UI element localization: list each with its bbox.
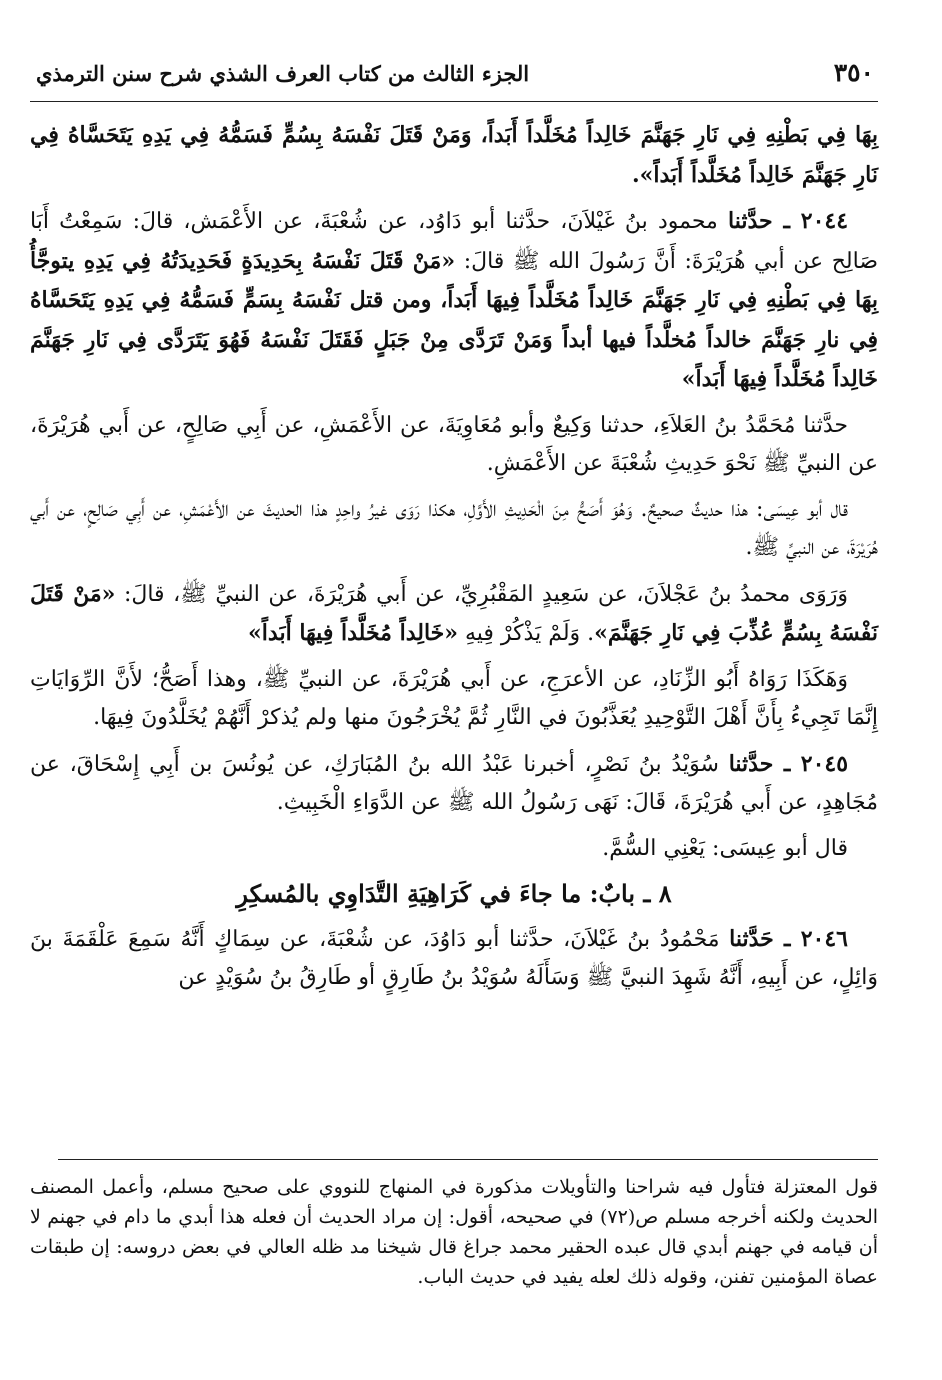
paragraph-abu-zinad: وَهَكَذَا رَوَاهُ أَبُو الزِّنَادِ، عن الأعرَجِ، عن أَبي هُرَيْرَةَ، عن النبيِّ ﷺ، وهذا أَصَحُّ؛ لأَنَّ الرِّوَايَاتِ إِنَّمَا تَجِيءُ بِأَنَّ أَهْلَ التَّوْحِيدِ يُعَذَّبُونَ في النَّارِ ثُمَّ يُخْرَجُونَ منها ولم يُذكرْ أَنَّهُمْ يُخَلَّدُونَ فِيهَا. xyxy=(30,666,878,730)
paragraph-abu-isa-comment: قال أبو عِيسَى: هذا حديثٌ صحيحٌ. وَهُوَ أَصَحُّ مِنَ الْحَدِيثِ الأَوَّلِ، هكذا رَوَى غيرُ واحِدٍ هذا الحديثَ عن الأَعْمَشِ، عن أَبِي صَالِحٍ، عن أَبي هُرَيْرَةَ، عن النبيِّ ﷺ. xyxy=(30,496,878,560)
isnad-text: وَرَوَى محمدُ بنُ عَجْلاَنَ، عن سَعِيدٍ المَقْبُرِيِّ، عن أَبي هُرَيْرَةَ، عن النبيِّ ﷺ، قالَ: xyxy=(115,581,848,607)
paragraph-continuation xyxy=(30,116,878,195)
hadith-2046 xyxy=(30,920,878,998)
hadith-text: مَحْمُودُ بنُ غَيْلاَنَ، حدَّثنا أبو دَاوُدَ، عن شُعْبَةَ، عن سِمَاكٍ أَنَّهُ سَمِعَ عَلْقَمَةَ بنَ وَائِلٍ، عن أَبِيهِ، أَنَّهُ شَهِدَ النبيَّ ﷺ وَسَأَلَهُ سُوَيْدُ بنُ طَارِقٍ أو طَارِقُ بنُ سُوَيْدٍ عن xyxy=(30,926,878,990)
hadith-2045 xyxy=(30,745,878,823)
haddathana-word: حَدَّثنا xyxy=(729,925,774,952)
book-page xyxy=(30,58,878,1358)
paragraph-isnad-alaa: حدَّثنا مُحَمَّدُ بنُ العَلاَءِ، حدثنا وَكِيعٌ وأبو مُعَاوِيَةَ، عن الأَعْمَشِ، عن أَبِي صَالِحٍ، عن أَبي هُرَيْرَةَ، عن النبيِّ ﷺ نَحْوَ حَدِيثِ شُعْبَةَ عن الأَعْمَشِ. xyxy=(30,412,878,476)
footnote-separator xyxy=(58,1159,878,1160)
page-number: ٣٥٠ xyxy=(833,58,874,87)
paragraph-ibn-ajlan xyxy=(30,575,878,654)
footnote-text: قول المعتزلة فتأول فيه شراحنا والتأويلات مذكورة في المنهاج للنووي على صحيح مسلم، وأعمل المصنف الحديث ولكنه أخرجه مسلم ص(٧٢) في صحيحه، أقول: إن مراد الحديث أن فعله هذا أبدي ما دام في جهنم لا أن قيامه في جهنم أبدي قال عبده الحقير محمد جراغ قال شيخنا مد ظله العالي في بعض دروسه: إن طبقات عصاة المؤمنين تفنن، وقوله ذلك لعله يفيد في حديث الباب. xyxy=(30,1176,879,1288)
hadith-number: ٢٠٤٦ xyxy=(800,925,848,952)
hadith-dash: ـ xyxy=(772,208,801,234)
haddathana-word: حدَّثنا xyxy=(728,750,774,777)
hadith-dash: ـ xyxy=(773,750,801,777)
footnote xyxy=(30,1172,878,1292)
hadith-matn: بِهَا فِي بَطْنِهِ فِي نَارِ جَهَنَّمَ خَالِداً مُخَلَّداً أَبَداً، وَمَنْ قَتَلَ نَفْسَهُ بِسُمٍّ فَسَمُّهُ فِي يَدِهِ يَتَحَسَّاهُ فِي نَارِ جَهَنَّمَ خَالِداً مُخَلَّداً أَبَداً». xyxy=(30,122,878,188)
book-title: الجزء الثالث من كتاب العرف الشذي شرح سنن الترمذي xyxy=(36,61,530,86)
hadith-2044 xyxy=(30,202,878,400)
quoted-phrase: «خَالِداً مُخَلَّداً فِيهَا أَبَداً» xyxy=(248,620,458,646)
hadith-dash: ـ xyxy=(773,925,801,952)
haddathana-word: حدَّثنا xyxy=(728,208,773,234)
hadith-text: سُوَيْدُ بنُ نَصْرٍ، أخبرنا عَبْدُ الله بنُ المُبَارَكِ، عن يُونُسَ بن أَبِي إِسْحَاقَ، عن مُجَاهِدٍ، عن أَبي هُرَيْرَةَ، قَالَ: نَهَى رَسُولُ الله ﷺ عن الدَّوَاءِ الْخَبِيثِ. xyxy=(30,751,878,815)
hadith-matn: «مَنْ قَتَلَ نَفْسَهُ بِحَدِيدَةٍ فَحَدِيدَتُهُ فِي يَدِهِ يتوجَّأُ بِهَا فِي بَطْنِهِ فِي نَارِ جَهَنَّمَ خَالِداً مُخَلَّداً فِيهَا أَبَداً، ومن قتل نَفْسَهُ بِسَمٍّ فَسَمُّهُ فِي يَدِهِ يَتَحَسَّاهُ فِي نارِ جَهَنَّمَ خالداً مُخلَّداً فيها أبداً وَمَنْ تَرَدَّى مِنْ جَبَلٍ فَقَتَلَ نَفْسَهُ فَهُوَ يَتَرَدَّى فِي نَارِ جَهَنَّمَ خَالِداً مُخَلَّداً فِيهَا أَبَداً» xyxy=(30,247,878,392)
paragraph-abu-isa-poison: قال أبو عِيسَى: يَعْنِي السُّمَّ. xyxy=(602,835,848,861)
hadith-number: ٢٠٤٥ xyxy=(800,750,849,777)
chapter-heading: ٨ ـ بابٌ: ما جاءَ في كَرَاهِيَةِ التَّدَاوِي بالمُسكِرِ xyxy=(236,879,672,908)
running-header xyxy=(30,58,878,102)
hadith-number: ٢٠٤٤ xyxy=(800,208,849,234)
hadith-matn: «مَنْ قَتَلَ نَفْسَهُ بِسُمٍّ عُذِّبَ فِي نَارِ جَهَنَّمَ» xyxy=(30,580,878,646)
hadith-isnad: محمود بنُ غَيْلاَنَ، حدَّثنا أبو دَاوُد، عن شُعْبَةَ، عن الأَعْمَش، قالَ: سَمِعْتُ أَبَا صَالِح عن أبي هُرَيْرَةَ: أَنَّ رَسُولَ الله ﷺ قالَ: xyxy=(30,209,878,274)
main-text xyxy=(30,116,878,998)
connector-text: . وَلَمْ يَذْكُرْ فِيهِ xyxy=(458,621,595,646)
